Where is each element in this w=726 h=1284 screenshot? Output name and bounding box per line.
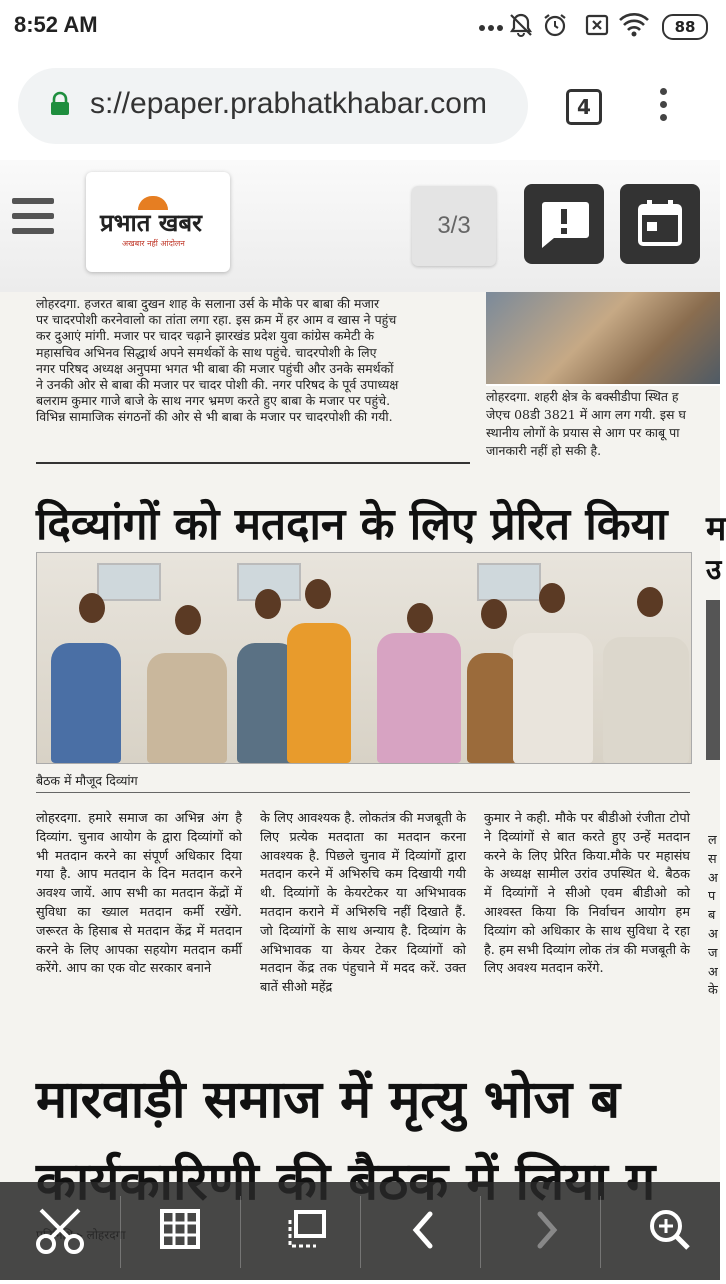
article-line: ने उनकी ओर से बाबा की मजार पर चादर पोशी की. नगर परिषद के पूर्व उपाध्यक्ष — [36, 377, 399, 393]
article-line: स्थानीय लोगों के प्रयास से आग पर काबू पा — [486, 425, 680, 440]
headline-divyang[interactable]: दिव्यांगों को मतदान के लिए प्रेरित किया — [36, 499, 668, 550]
cropped-headline-char: उ — [706, 553, 722, 586]
calendar-icon — [620, 184, 700, 264]
article-line: विभिन्न सामाजिक संगठनों की ओर से भी बाबा के मजार पर चादरपोशी की गयी. — [36, 409, 393, 425]
calendar-button[interactable] — [620, 184, 700, 264]
photo-head — [305, 579, 331, 609]
alarm-icon — [542, 12, 568, 38]
headline-marwari[interactable]: मारवाड़ी समाज में मृत्यु भोज ब — [36, 1069, 621, 1130]
crop-icon — [240, 1182, 360, 1280]
photo-person — [287, 623, 351, 763]
bell-off-icon — [508, 12, 534, 38]
article-column-1[interactable]: लोहरदगा. हमारे समाज का अभिन्न अंग है दिव्यांग. चुनाव आयोग के द्वारा दिव्यांगों को भी मतदान करने का संपूर्ण अधिकार दिया गया है. आप मतदान के दिन मतदान करने अवश्य जायें. आप सभी का मतदान केंद्रों में सुविधा का ख्याल मतदान कर्मी रखेंगे. जरूरत के हिसाब से मतदान केंद्र में मतदान करने के लिए आपका सहयोग मतदान कर्मी करेंगे. आप का एक वोट सरकार बनाने — [36, 811, 242, 977]
photo-head — [79, 593, 105, 623]
divider — [36, 792, 690, 793]
logo-tagline: अखबार नहीं आंदोलन — [122, 239, 185, 248]
comment-alert-button[interactable] — [524, 184, 604, 264]
photo-person — [147, 653, 227, 763]
lock-icon[interactable] — [48, 92, 72, 114]
cropped-headline-char: म — [706, 509, 726, 549]
photo-person — [603, 637, 689, 763]
truck-fire-photo[interactable] — [486, 292, 720, 384]
epaper-page[interactable] — [0, 292, 726, 1280]
next-page-button[interactable] — [480, 1182, 600, 1280]
status-bar — [0, 0, 720, 52]
status-time: 8:52 AM — [14, 12, 98, 37]
comment-alert-icon — [524, 184, 604, 264]
article-column-3[interactable]: कुमार ने कही. मौके पर बीडीओ रंजीता टोपो ने दिव्यांगों से बात करते हुए उन्हें मतदान करने के लिए प्रेरित किया.मौके पर महासंघ के अध्यक्ष सामील उरांव उपस्थित थे. बैठक में दिव्यांगों ने सीओ एवम बीडीओ को आश्वस्त किया कि निर्वाचन आयोग हम दिव्यांग को अधिकार के साथ सुविधा दे रहा है. हम सभी दिव्यांग लोक तंत्र की मजबूती के लिए अवश्य मतदान करेंगे. — [484, 811, 690, 977]
photo-person — [51, 643, 121, 763]
article-line: कर दुआएं मांगी. मजार पर चादर चढ़ाने झारखंड प्रदेश युवा कांग्रेस कमेटी के — [36, 328, 375, 344]
chevron-right-icon — [480, 1182, 600, 1280]
cropped-column: ल स अ प ब अ ज अ के — [708, 833, 718, 999]
cropped-photo — [706, 600, 720, 760]
photo-head — [407, 603, 433, 633]
more-dots-icon — [478, 6, 504, 32]
grid-view-button[interactable] — [120, 1182, 240, 1280]
article-fire[interactable] — [486, 388, 720, 460]
article-line: पर चादरपोशी करनेवालो का तांता लगा रहा. इस क्रम में हर आम व खास ने पहुंच — [36, 312, 397, 328]
crop-select-button[interactable] — [240, 1182, 360, 1280]
article-line: जानकारी नहीं हो सकी है. — [486, 443, 602, 458]
photo-person — [513, 633, 593, 763]
overflow-menu-icon[interactable] — [654, 88, 672, 128]
article-line: लोहरदगा. हजरत बाबा दुखन शाह के सलाना उर्स के मौके पर बाबा की मजार — [36, 296, 380, 311]
article-line: नगर परिषद अध्यक्ष अनुपमा भगत भी बाबा की मजार पहुंची और उनके समर्थकों — [36, 360, 394, 376]
clip-button[interactable] — [0, 1182, 120, 1280]
meeting-photo[interactable] — [36, 552, 692, 764]
previous-page-button[interactable] — [360, 1182, 480, 1280]
article-column-2[interactable]: के लिए आवश्यक है. लोकतंत्र की मजबूती के लिए प्रत्येक मतदाता का मतदान करना आवश्यक है. पिछले चुनाव में दिव्यांगों द्वारा मतदान करने में अभिरुचि कम दिखायी गयी थी. दिव्यांगों के केयरटेकर या अभिभावक मतदान कराने में अभिरुचि नहीं दिखाते हैं. जो दिव्यांगों के साथ अन्याय है. दिव्यांग के अभिभावक या केयर टेकर दिव्यांगों को मतदान केंद्र तक पंहुचाने में मदद करें. उक्त बातें सीओ महेंद्र — [260, 811, 466, 996]
photo-caption: बैठक में मौजूद दिव्यांग — [36, 773, 138, 788]
photo-head — [481, 599, 507, 629]
url-text[interactable]: s://epaper.prabhatkhabar.com — [90, 87, 487, 120]
article-line: जेएच 08डी 3821 में आग लग गयी. इस घ — [486, 407, 686, 422]
article-line: लोहरदगा. शहरी क्षेत्र के बक्सीडीपा स्थित ह — [486, 389, 679, 404]
photo-head — [637, 587, 663, 617]
sim-x-icon — [584, 12, 610, 38]
scissors-icon — [0, 1182, 120, 1280]
photo-person — [377, 633, 461, 763]
zoom-in-button[interactable] — [600, 1182, 720, 1280]
battery-icon: 88 — [662, 14, 708, 40]
photo-person — [467, 653, 517, 763]
photo-window — [97, 563, 161, 601]
zoom-in-icon — [600, 1182, 720, 1280]
page-indicator[interactable]: 3/3 — [412, 186, 496, 266]
logo-text: प्रभात खबर — [100, 208, 202, 237]
tabs-icon[interactable]: 4 — [566, 89, 602, 125]
photo-head — [255, 589, 281, 619]
article-line: महासचिव अभिनव सिद्धार्थ अपने समर्थकों के साथ पहुंचे. चादरपोशी के लिए — [36, 344, 377, 360]
grid-icon — [120, 1182, 240, 1280]
divider — [486, 384, 720, 386]
photo-head — [175, 605, 201, 635]
wifi-icon — [618, 12, 650, 38]
photo-window — [477, 563, 541, 601]
article-line: बलराम कुमार गाजे बाजे के साथ नगर भ्रमण करते हुए बाबा के मजार पर पहुंचे. — [36, 393, 391, 409]
article-mazar[interactable] — [36, 296, 470, 426]
photo-head — [539, 583, 565, 613]
chevron-left-icon — [360, 1182, 480, 1280]
hamburger-menu-icon[interactable] — [12, 198, 54, 234]
divider — [36, 462, 470, 464]
